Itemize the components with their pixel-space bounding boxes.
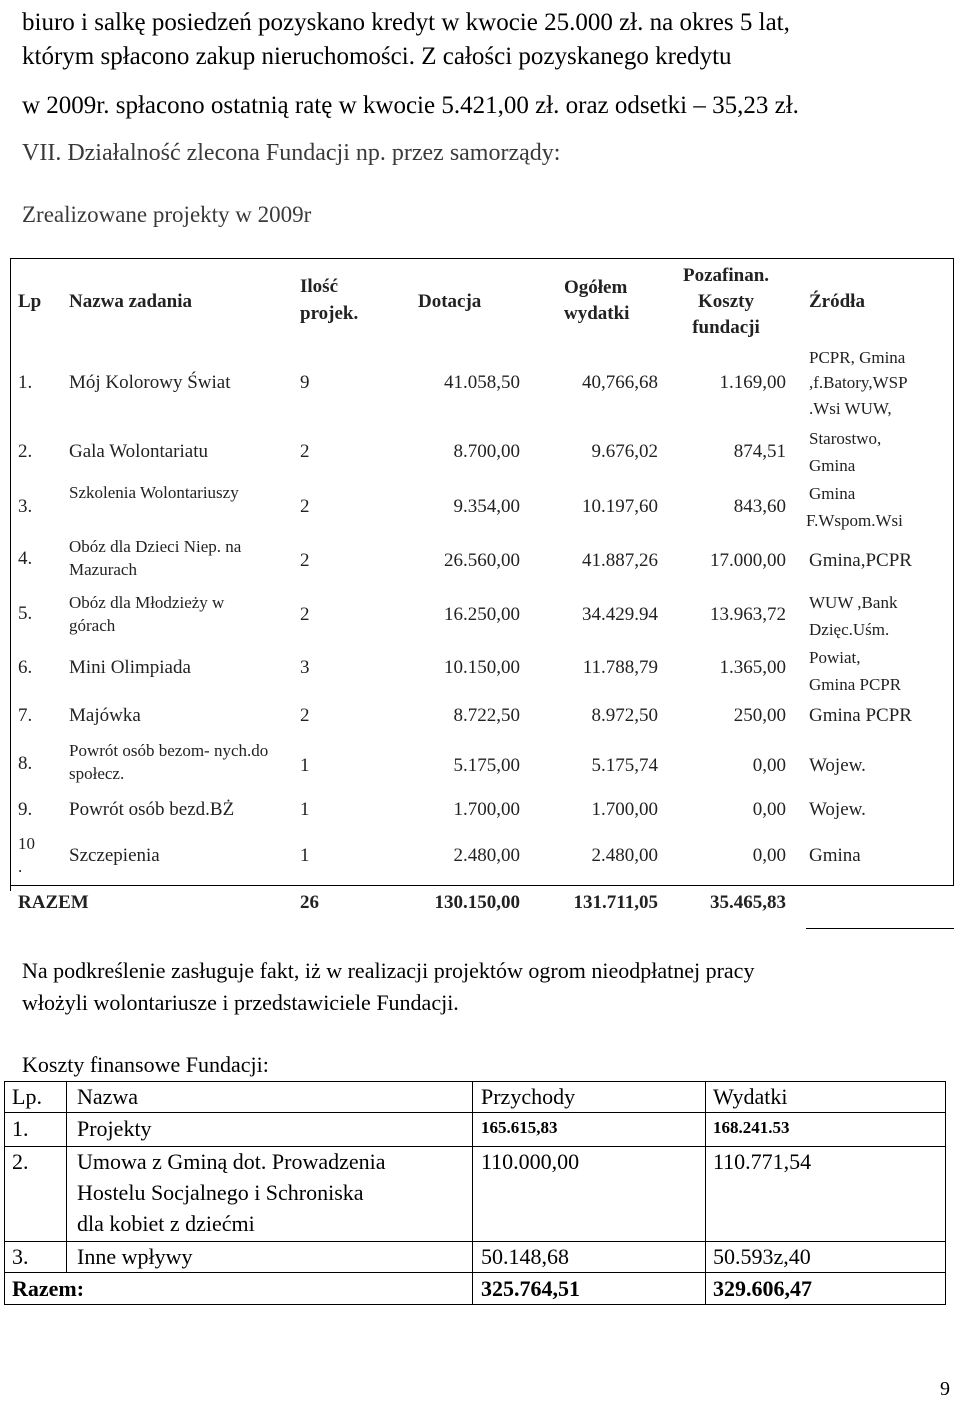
- source-text: Wojew.: [809, 755, 866, 776]
- row-grant: 2.480,00: [453, 845, 520, 866]
- row-cofin: 13.963,72: [710, 604, 786, 625]
- source-text: Starostwo,: [809, 429, 882, 448]
- row-grant: 9.354,00: [453, 496, 520, 517]
- row-grant: 10.150,00: [444, 657, 520, 678]
- row-count: 2: [300, 441, 310, 462]
- intro-line-3: w 2009r. spłacono ostatnią ratę w kwocie 5.421,00 zł. oraz odsetki – 35,23 zł.: [22, 92, 799, 119]
- row-cofin: 874,51: [733, 441, 786, 462]
- row-cofin: 0,00: [752, 755, 786, 776]
- source-text: .Wsi WUW,: [809, 399, 892, 418]
- row-total: 9.676,02: [591, 441, 658, 462]
- section-title: VII. Działalność zlecona Fundacji np. przez samorządy:: [22, 140, 561, 166]
- row-name: Powrót osób bezom- nych.do społecz.: [69, 741, 269, 783]
- source-text: ,f.Batory,WSP: [809, 373, 908, 392]
- row-total: 10.197,60: [582, 496, 658, 517]
- row-name: Inne wpływy: [77, 1244, 193, 1269]
- row-total: 1.700,00: [591, 799, 658, 820]
- row-name-2: Hostelu Socjalnego i Schroniska: [77, 1180, 364, 1205]
- source-text: Powiat,: [809, 648, 861, 667]
- header-cofin-2: Koszty: [698, 291, 754, 312]
- row-expense: 110.771,54: [713, 1149, 812, 1174]
- row-total: 40,766,68: [582, 372, 658, 393]
- header-sources: Źródła: [809, 291, 865, 312]
- header-cofin-1: Pozafinan.: [682, 265, 770, 286]
- row-expense: 50.593z,40: [713, 1244, 811, 1269]
- row-name: Powrót osób bezd.BŻ: [69, 799, 235, 820]
- header-total-2: wydatki: [564, 303, 630, 324]
- source-text: F.Wspom.Wsi: [806, 511, 903, 530]
- total-grant: 130.150,00: [434, 892, 520, 913]
- header-cofin-3: fundacji: [692, 317, 760, 338]
- source-text: WUW ,Bank: [809, 593, 898, 612]
- row-cofin: 0,00: [752, 799, 786, 820]
- row-lp: 3.: [18, 496, 33, 517]
- row-lp: 3.: [12, 1244, 29, 1269]
- row-income: 50.148,68: [481, 1244, 569, 1269]
- costs-header-name: Nazwa: [77, 1084, 139, 1109]
- row-cofin: 250,00: [733, 705, 786, 726]
- total-count: 26: [300, 892, 319, 913]
- row-name: Projekty: [77, 1116, 152, 1141]
- row-grant: 41.058,50: [444, 372, 520, 393]
- row-income: 165.615,83: [481, 1118, 558, 1137]
- row-lp: 8.: [18, 753, 33, 774]
- row-name: Majówka: [69, 705, 141, 726]
- costs-total-label: Razem:: [12, 1276, 85, 1301]
- row-lp: 9.: [18, 799, 33, 820]
- row-count: 2: [300, 496, 310, 517]
- header-lp: Lp: [18, 291, 42, 312]
- total-cofin: 35.465,83: [710, 892, 786, 913]
- row-name: Mój Kolorowy Świat: [69, 372, 231, 393]
- row-lp: 1.: [12, 1116, 29, 1141]
- row-name: Mini Olimpiada: [69, 657, 191, 678]
- row-count: 3: [300, 657, 310, 678]
- row-count: 9: [300, 372, 310, 393]
- row-count: 2: [300, 705, 310, 726]
- row-lp: 7.: [18, 705, 33, 726]
- costs-total-income: 325.764,51: [481, 1276, 580, 1301]
- row-count: 1: [300, 845, 310, 866]
- source-text: Gmina PCPR: [809, 675, 902, 694]
- row-lp: 1.: [18, 372, 33, 393]
- row-grant: 26.560,00: [444, 550, 520, 571]
- intro-line-1: biuro i salkę posiedzeń pozyskano kredyt w kwocie 25.000 zł. na okres 5 lat,: [22, 9, 790, 36]
- row-count: 2: [300, 550, 310, 571]
- row-count: 2: [300, 604, 310, 625]
- row-grant: 1.700,00: [453, 799, 520, 820]
- costs-title: Koszty finansowe Fundacji:: [22, 1052, 269, 1077]
- row-cofin: 843,60: [733, 496, 786, 517]
- costs-header-income: Przychody: [481, 1084, 576, 1109]
- row-name-3: dla kobiet z dziećmi: [77, 1211, 255, 1236]
- row-expense: 168.241.53: [713, 1118, 790, 1137]
- source-text: Gmina: [809, 484, 856, 503]
- source-text: Gmina,PCPR: [809, 550, 912, 571]
- row-grant: 8.722,50: [453, 705, 520, 726]
- row-total: 2.480,00: [591, 845, 658, 866]
- row-grant: 8.700,00: [453, 441, 520, 462]
- source-text: Gmina: [809, 456, 856, 475]
- row-total: 8.972,50: [591, 705, 658, 726]
- source-text: Gmina: [809, 845, 861, 866]
- row-total: 34.429.94: [582, 604, 658, 625]
- row-lp: 4.: [18, 548, 33, 569]
- row-cofin: 1.169,00: [719, 372, 786, 393]
- row-total: 11.788,79: [582, 657, 658, 678]
- row-lp: 10 .: [18, 834, 35, 876]
- total-total: 131.711,05: [573, 892, 658, 913]
- row-grant: 5.175,00: [453, 755, 520, 776]
- row-cofin: 17.000,00: [710, 550, 786, 571]
- header-count-2: projek.: [300, 303, 359, 324]
- row-name: Obóz dla Młodzieży w górach: [69, 593, 225, 635]
- header-grant: Dotacja: [418, 291, 482, 312]
- note-line-2: włożyli wolontariusze i przedstawiciele Fundacji.: [22, 990, 459, 1015]
- row-income: 110.000,00: [481, 1149, 580, 1174]
- intro-line-2: którym spłacono zakup nieruchomości. Z całości pozyskanego kredytu: [22, 43, 732, 70]
- total-label: RAZEM: [18, 892, 89, 913]
- row-total: 5.175,74: [591, 755, 658, 776]
- header-count-1: Ilość: [300, 276, 338, 297]
- row-lp: 2.: [12, 1149, 29, 1174]
- row-grant: 16.250,00: [444, 604, 520, 625]
- row-total: 41.887,26: [582, 550, 658, 571]
- row-lp: 5.: [18, 603, 33, 624]
- row-cofin: 0,00: [752, 845, 786, 866]
- row-name: Obóz dla Dzieci Niep. na Mazurach: [69, 537, 242, 579]
- page-number: 9: [940, 1378, 950, 1400]
- source-text: Dzięc.Uśm.: [809, 620, 890, 639]
- costs-header-expense: Wydatki: [713, 1084, 788, 1109]
- row-lp: 6.: [18, 657, 33, 678]
- row-name-1: Umowa z Gminą dot. Prowadzenia: [77, 1149, 386, 1174]
- header-total-1: Ogółem: [564, 277, 628, 298]
- subtitle: Zrealizowane projekty w 2009r: [22, 202, 312, 227]
- note-line-1: Na podkreślenie zasługuje fakt, iż w realizacji projektów ogrom nieodpłatnej pracy: [22, 958, 755, 983]
- row-name: Szkolenia Wolontariuszy: [69, 483, 239, 502]
- source-text: Wojew.: [809, 799, 866, 820]
- costs-total-expense: 329.606,47: [713, 1276, 812, 1301]
- row-count: 1: [300, 755, 310, 776]
- header-name: Nazwa zadania: [69, 291, 192, 312]
- source-text: PCPR, Gmina: [809, 348, 906, 367]
- row-name: Szczepienia: [69, 845, 160, 866]
- row-name: Gala Wolontariatu: [69, 441, 208, 462]
- row-cofin: 1.365,00: [719, 657, 786, 678]
- row-count: 1: [300, 799, 310, 820]
- row-lp: 2.: [18, 441, 33, 462]
- costs-header-lp: Lp.: [12, 1084, 42, 1109]
- source-text: Gmina PCPR: [809, 705, 912, 726]
